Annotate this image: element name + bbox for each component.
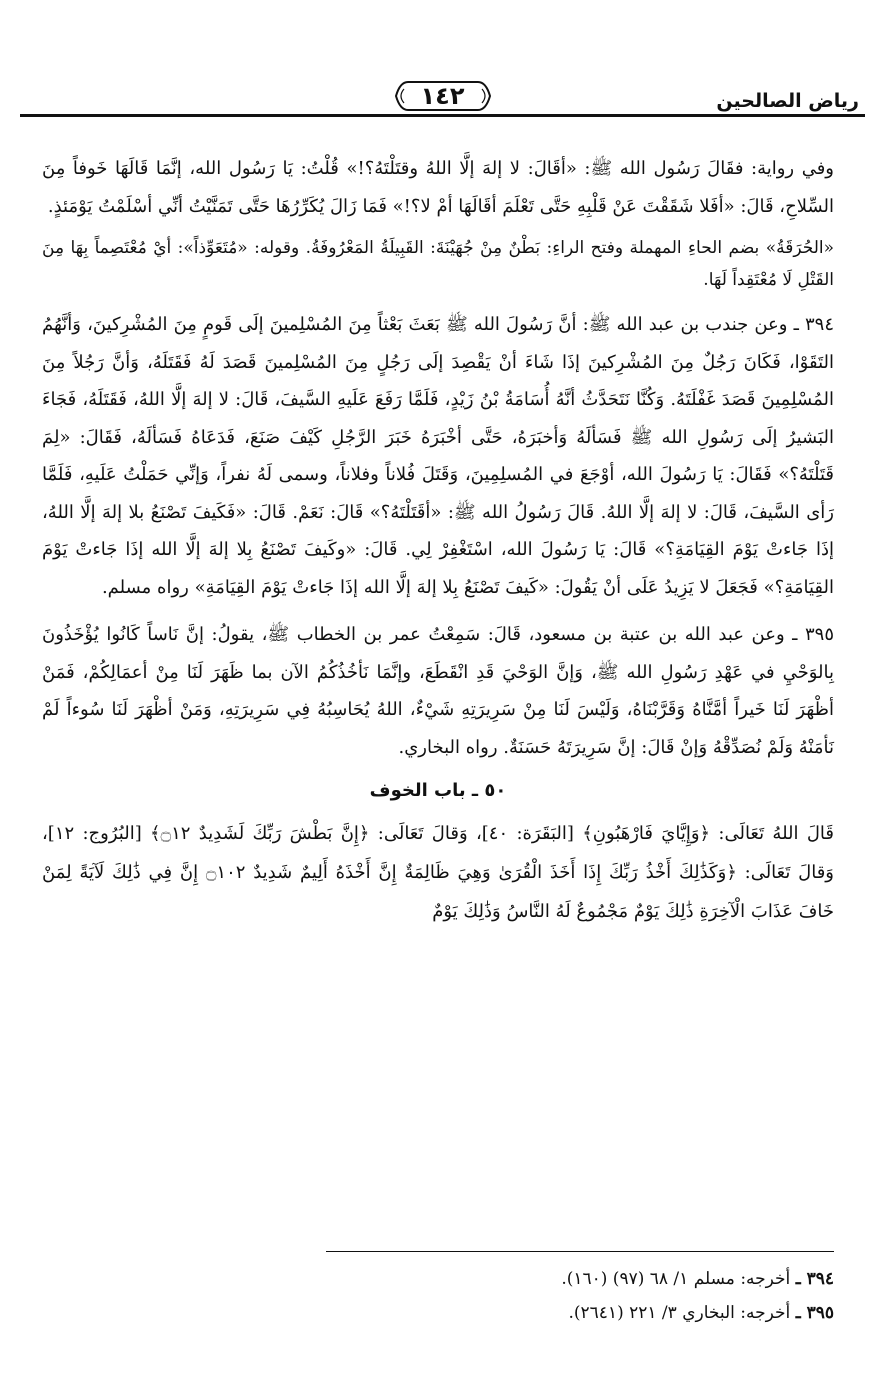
footnote-text: أخرجه: البخاري ٣/ ٢٢١ (٢٦٤١). bbox=[568, 1303, 791, 1323]
page-content bbox=[42, 150, 834, 931]
footnote-rule bbox=[326, 1251, 834, 1252]
explanation-paragraph: «الحُرَقَةُ» بضم الحاءِ المهملة وفتح الراءِ: بَطْنٌ مِنْ جُهَيْنَةَ: القَبِيلَةُ المَعْرُوفَةُ. وقوله: «مُتَعَوِّذاً»: أيْ مُعْتَصِماً بِهَا مِنَ القَتْلِ لَا مُعْتَقِداً لَهَا. bbox=[42, 238, 834, 290]
footnote bbox=[42, 1296, 834, 1330]
hadith-394: ٣٩٤ ـ وعن جندب بن عبد الله ﷺ: أنَّ رَسُولَ الله ﷺ بَعَثَ بَعْثاً مِنَ المُسْلِمينَ إلَى قَومٍ مِنَ المُشْرِكينَ، وَأنَّهُمُ التَقَوْا، فَكَانَ رَجُلٌ مِنَ المُشْرِكينَ إذَا شَاءَ أنْ يَقْصِدَ إلَى رَجُلٍ مِنَ المُسْلِمينَ قَصَدَ لَهُ فَقَتَلَهُ، وَأنَّ رَجُلاً مِنَ المُسْلِمِينَ قَصَدَ غَفْلَتَهُ. وَكُنَّا نَتَحَدَّثُ أنَّهُ أُسَامَةُ بْنُ زَيْدٍ، فَلَمَّا رَفَعَ عَلَيهِ السَّيفَ، قَالَ: لا إلهَ إلَّا اللهُ، فَقَتَلَهُ، فَجَاءَ البَشيرُ إلَى رَسُولِ الله ﷺ فَسَألَهُ وَأخبَرَهُ، حَتَّى أخْبَرَهُ خَبَرَ الرَّجُلِ كَيْفَ صَنَعَ، فَدَعَاهُ فَسَألَهُ، فَقَالَ: «لِمَ قَتَلْتَهُ؟» فَقَالَ: يَا رَسُولَ الله، أوْجَعَ في المُسلِمِينَ، وَقَتَلَ فُلاناً وفلاناً، وسمى لَهُ نفراً، وَإنِّي حَمَلْتُ عَلَيهِ، فَلَمَّا رَأى السَّيفَ، قَالَ: لا إلهَ إلَّا اللهُ. قَالَ رَسُولُ الله ﷺ: «أقَتَلْتَهُ؟» قَالَ: نَعَمْ. قَالَ: «فَكَيفَ تَصْنَعُ بلا إلهَ إلَّا اللهُ، إذَا جَاءتْ يَوْمَ القِيَامَةِ؟» قَالَ: يَا رَسُولَ الله، اسْتَغْفِرْ لِي. قَالَ: «وكَيفَ تَصْنَعُ بِلا إلهَ إلَّا الله إذَا جَاءتْ يَوْمَ القِيَامَةِ؟» فَجَعَلَ لا يَزِيدُ عَلَى أنْ يَقُولَ: «كَيفَ تَصْنَعُ بِلا إلهَ إلَّا الله إذَا جَاءتْ يَوْمَ القِيَامَةِ» رواه مسلم. bbox=[42, 314, 834, 598]
book-title: رياض الصالحين bbox=[716, 90, 859, 112]
footnote-text: أخرجه: مسلم ١/ ٦٨ (٩٧) (١٦٠). bbox=[561, 1269, 791, 1289]
chapter-quran-text: قَالَ اللهُ تَعَالَى: ﴿وَإِيَّايَ فَارْهَبُونِ﴾ [البَقَرَة: ٤٠]، وَقالَ تَعَالَى: ﴿إِنَّ بَطْشَ رَبِّكَ لَشَدِيدٌ ۝١٢﴾ [البُرُوج: ١٢]، وَقالَ تَعَالَى: ﴿وَكَذَٰلِكَ أَخْذُ رَبِّكَ إِذَا أَخَذَ الْقُرَىٰ وَهِيَ ظَالِمَةٌ إِنَّ أَخْذَهُ أَلِيمٌ شَدِيدٌ ۝١٠٢ إِنَّ فِي ذَٰلِكَ لَآيَةً لِمَنْ خَافَ عَذَابَ الْآخِرَةِ ذَٰلِكَ يَوْمٌ مَجْمُوعٌ لَهُ النَّاسُ وَذَٰلِكَ يَوْمٌ bbox=[42, 823, 834, 922]
page-header bbox=[20, 74, 865, 130]
page-number-frame bbox=[394, 80, 492, 112]
footnote bbox=[42, 1262, 834, 1296]
page-number: ١٤٢ bbox=[420, 82, 465, 110]
chapter-heading: ٥٠ ـ باب الخوف bbox=[369, 780, 507, 801]
footnote-number: ٣٩٤ ـ bbox=[795, 1269, 834, 1289]
hadith-paragraph: وفي رواية: فقَالَ رَسُول الله ﷺ: «أقَالَ: لا إلهَ إلَّا اللهُ وقتَلْتَهُ؟!» قُلْتُ: يَا رَسُول الله، إنَّمَا قَالَهَا خَوفاً مِنَ السِّلاحِ، قَالَ: «أفَلا شَقَقْتَ عَنْ قَلْبِهِ حَتَّى تَعْلَمَ أقَالَهَا أمْ لا؟!» فَمَا زَالَ يُكَرِّرُهَا حَتَّى تَمَنَّيْتُ أنِّي أسْلَمْتُ يَوْمَئذٍ. bbox=[42, 158, 834, 217]
footnote-number: ٣٩٥ ـ bbox=[795, 1303, 834, 1323]
header-rule bbox=[20, 114, 865, 117]
footnotes bbox=[42, 1262, 834, 1330]
hadith-395: ٣٩٥ ـ وعن عبد الله بن عتبة بن مسعود، قَالَ: سَمِعْتُ عمر بن الخطاب ﷺ، يقولُ: إنَّ نَاساً كَانُوا يُؤْخَذُونَ بِالوَحْيِ في عَهْدِ رَسُولِ الله ﷺ، وَإنَّ الوَحْيَ قَدِ انْقَطَعَ، وإنَّمَا نَأخُذُكُمُ الآن بما ظَهَرَ لَنَا مِنْ أعمَالِكُمْ، فَمَنْ أظْهَرَ لَنَا خَيراً أمَّنَّاهُ وَقَرَّبْنَاهُ، وَلَيْسَ لَنَا مِنْ سَرِيرَتِهِ شَيْءٌ، اللهُ يُحَاسِبُهُ فِي سَرِيرَتِهِ، وَمَنْ أظْهَرَ لَنَا سُوءاً لَمْ نَأمَنْهُ وَلَمْ نُصَدِّقْهُ وَإنْ قَالَ: إنَّ سَرِيرَتَهُ حَسَنَةٌ. رواه البخاري. bbox=[42, 624, 834, 758]
